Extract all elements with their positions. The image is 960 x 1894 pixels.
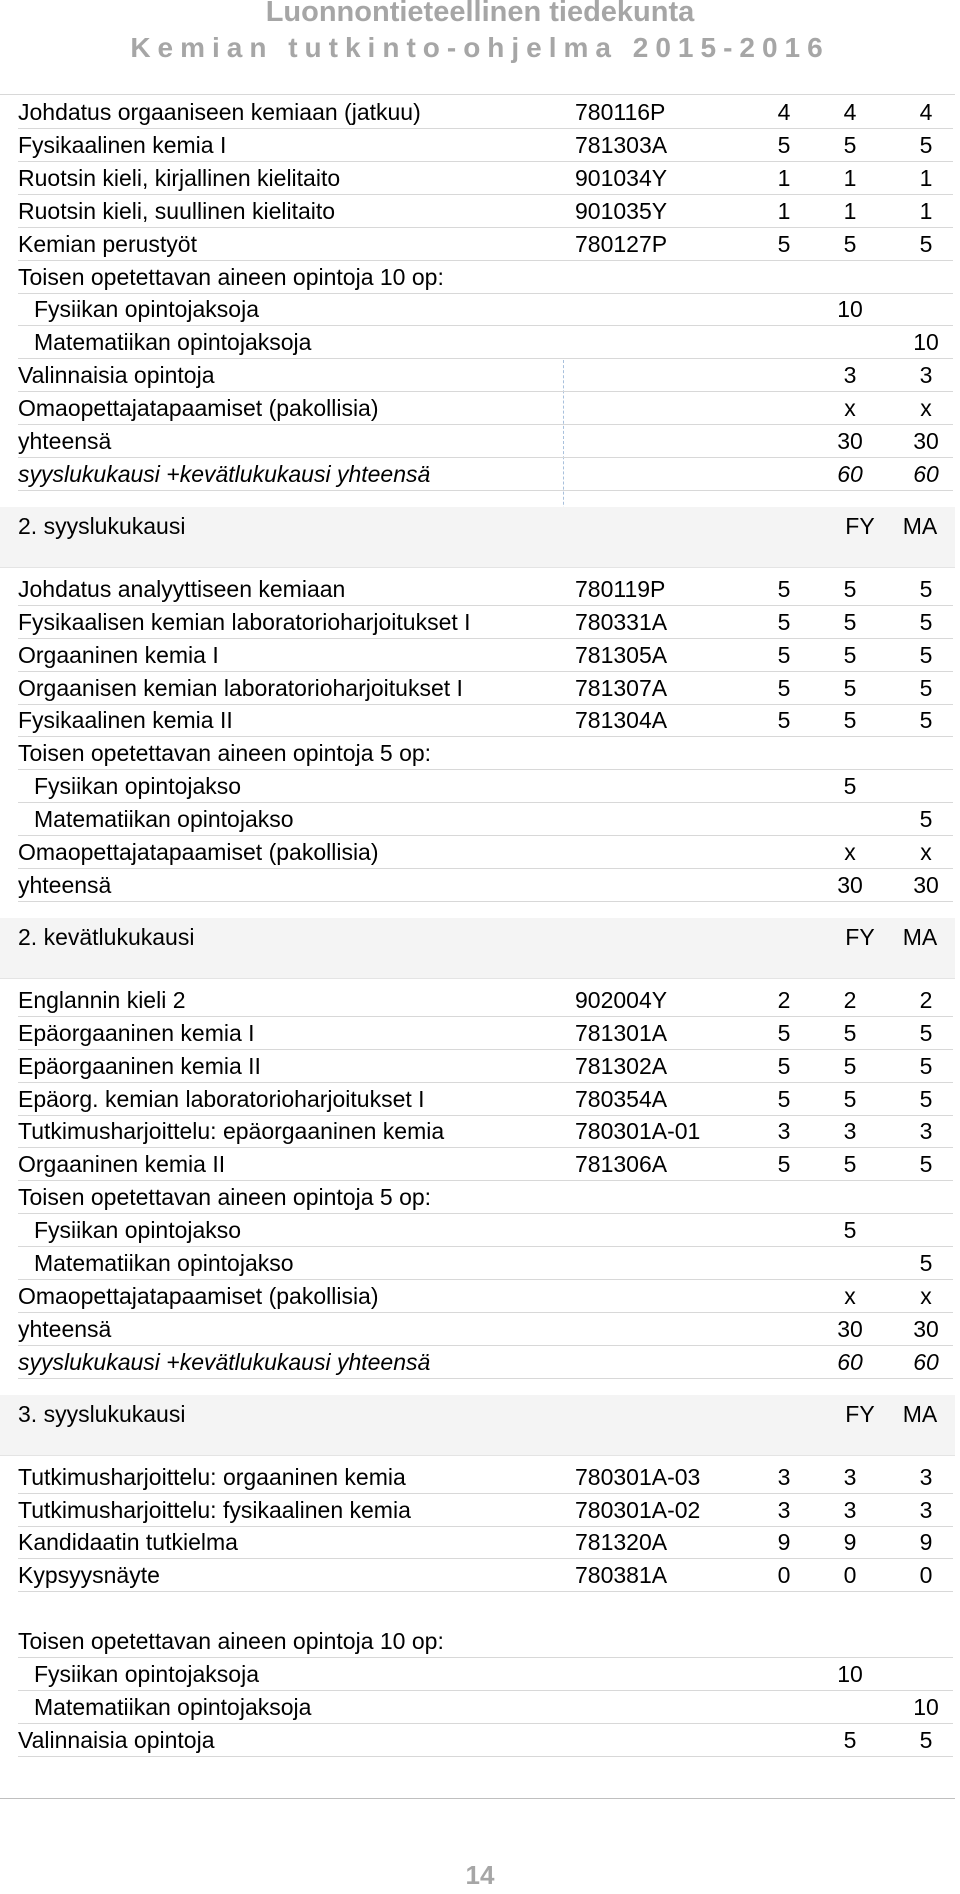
credits-ma-cell: 60 — [913, 1348, 939, 1375]
credits-cell: 3 — [777, 1496, 791, 1523]
course-name: Matematiikan opintojaksoja — [34, 1693, 312, 1720]
table-row — [18, 326, 953, 359]
course-name: Fysiikan opintojaksoja — [34, 1661, 260, 1687]
course-code: 781304A — [575, 707, 668, 734]
course-code: 901035Y — [575, 197, 668, 224]
course-name: Johdatus analyyttiseen kemiaan — [18, 575, 346, 602]
credits-ma-cell: 3 — [919, 1496, 933, 1523]
table-row — [18, 1724, 953, 1757]
table-row — [18, 162, 953, 195]
credits-fy-cell: 3 — [843, 1118, 857, 1145]
semester-header — [0, 918, 955, 979]
course-code: 780354A — [575, 1085, 668, 1112]
table-row — [18, 1083, 953, 1116]
credits-fy-cell: 60 — [837, 460, 863, 487]
credits-ma-cell: 30 — [913, 428, 939, 454]
credits-ma-cell: 5 — [919, 575, 933, 602]
credits-fy-cell: 5 — [843, 131, 857, 158]
credits-fy-cell: 1 — [843, 164, 857, 191]
table-row — [18, 458, 953, 491]
course-name: Fysikaalinen kemia I — [18, 131, 227, 158]
table-row — [18, 261, 953, 294]
credits-cell: 5 — [777, 131, 791, 158]
course-name: Tutkimusharjoittelu: fysikaalinen kemia — [18, 1496, 411, 1523]
credits-cell: 5 — [777, 674, 791, 701]
course-code: 901034Y — [575, 164, 668, 191]
course-name: Johdatus orgaaniseen kemiaan (jatkuu) — [18, 99, 421, 125]
table-row — [18, 1280, 953, 1313]
column-header-ma: MA — [902, 512, 938, 539]
course-name: Orgaanisen kemian laboratorioharjoitukset I — [18, 674, 463, 701]
column-header-fy: FY — [845, 512, 875, 539]
credits-ma-cell: 5 — [919, 641, 933, 668]
credits-fy-cell: 5 — [843, 1085, 857, 1112]
credits-fy-cell: 3 — [843, 362, 857, 389]
course-name: Ruotsin kieli, suullinen kielitaito — [18, 197, 336, 224]
credits-cell: 1 — [777, 164, 791, 191]
credits-cell: 3 — [777, 1118, 791, 1145]
semester-title: 2. kevätlukukausi — [18, 923, 195, 950]
course-name: syyslukukausi +kevätlukukausi yhteensä — [18, 460, 431, 487]
credits-ma-cell: 30 — [913, 1315, 939, 1342]
faculty-header: Luonnontieteellinen tiedekunta — [265, 0, 695, 28]
credits-ma-cell: 5 — [919, 1726, 933, 1753]
credits-fy-cell: 2 — [843, 986, 857, 1013]
course-code: 781306A — [575, 1151, 668, 1178]
course-name: Valinnaisia opintoja — [18, 1726, 215, 1753]
credits-fy-cell: 9 — [843, 1529, 857, 1556]
credits-cell: 1 — [777, 197, 791, 224]
credits-ma-cell: 1 — [919, 164, 933, 191]
credits-fy-cell: 5 — [843, 674, 857, 701]
table-bottom-divider — [0, 1798, 955, 1799]
credits-ma-cell: 60 — [913, 460, 939, 487]
course-name: Epäorgaaninen kemia I — [18, 1019, 255, 1046]
course-code: 780301A-01 — [575, 1118, 701, 1145]
course-code: 781303A — [575, 131, 668, 158]
credits-cell: 5 — [777, 1052, 791, 1079]
course-name: Fysiikan opintojaksoja — [34, 296, 260, 323]
credits-fy-cell: 1 — [843, 197, 857, 224]
credits-fy-cell: 4 — [843, 99, 857, 125]
course-name: Toisen opetettavan aineen opintoja 5 op: — [18, 740, 432, 767]
table-row — [18, 195, 953, 228]
table-row — [18, 1625, 953, 1658]
course-name: Matematiikan opintojakso — [34, 1250, 294, 1276]
table-row — [18, 129, 953, 162]
course-name: Fysiikan opintojakso — [34, 1217, 242, 1244]
course-name: Orgaaninen kemia II — [18, 1151, 226, 1178]
page-number: 14 — [465, 1860, 495, 1890]
course-name: Orgaaninen kemia I — [18, 641, 219, 668]
credits-ma-cell: 0 — [919, 1562, 933, 1589]
course-name: Fysiikan opintojakso — [34, 773, 242, 800]
credits-fy-cell: 5 — [843, 1052, 857, 1079]
semester-header — [0, 507, 955, 568]
credits-cell: 5 — [777, 575, 791, 602]
semester-title: 2. syyslukukausi — [18, 512, 186, 539]
credits-cell: 5 — [777, 1151, 791, 1178]
course-code: 781302A — [575, 1052, 668, 1079]
table-row — [18, 1346, 953, 1379]
column-header-fy: FY — [845, 923, 875, 950]
credits-ma-cell: 2 — [919, 986, 933, 1013]
table-row — [18, 1494, 953, 1527]
course-code: 781307A — [575, 674, 668, 701]
column-header-fy: FY — [845, 1400, 875, 1427]
credits-ma-cell: 5 — [919, 674, 933, 701]
credits-ma-cell: 4 — [919, 99, 933, 125]
course-code: 781305A — [575, 641, 668, 668]
table-row — [18, 803, 953, 836]
table-row — [18, 425, 953, 458]
credits-fy-cell: 10 — [837, 1661, 863, 1687]
credits-ma-cell: 5 — [919, 1085, 933, 1112]
credits-fy-cell: 30 — [837, 428, 863, 454]
credits-ma-cell: 30 — [913, 871, 939, 898]
course-code: 781301A — [575, 1019, 668, 1046]
table-row — [18, 836, 953, 869]
credits-ma-cell: 5 — [919, 608, 933, 635]
table-row — [18, 1559, 953, 1592]
table-row — [18, 573, 953, 606]
table-row — [18, 639, 953, 672]
course-name: Toisen opetettavan aineen opintoja 5 op: — [18, 1184, 432, 1211]
table-row — [18, 1050, 953, 1083]
credits-ma-cell: 5 — [919, 806, 933, 833]
course-name: yhteensä — [18, 1315, 112, 1342]
credits-cell: 9 — [777, 1529, 791, 1556]
credits-fy-cell: 3 — [843, 1463, 857, 1490]
credits-cell: 3 — [777, 1463, 791, 1490]
table-row — [18, 392, 953, 425]
table-row — [18, 672, 953, 705]
credits-fy-cell: 30 — [837, 871, 863, 898]
credits-fy-cell: 10 — [837, 296, 863, 323]
credits-cell: 5 — [777, 1019, 791, 1046]
semester-header — [0, 1395, 955, 1456]
credits-fy-cell: x — [844, 1282, 856, 1309]
credits-cell: 4 — [777, 99, 791, 125]
course-code: 780127P — [575, 230, 668, 257]
course-name: yhteensä — [18, 428, 112, 454]
credits-ma-cell: 1 — [919, 197, 933, 224]
table-row — [18, 1181, 953, 1214]
course-code: 780301A-02 — [575, 1496, 701, 1523]
table-row — [18, 984, 953, 1017]
table-row — [18, 704, 953, 737]
credits-fy-cell: 5 — [843, 707, 857, 734]
credits-fy-cell: 5 — [843, 575, 857, 602]
credits-cell: 0 — [777, 1562, 791, 1589]
course-name: Toisen opetettavan aineen opintoja 10 op: — [18, 1628, 444, 1655]
table-row — [18, 770, 953, 803]
course-code: 780119P — [575, 575, 666, 602]
table-row — [18, 1526, 953, 1559]
credits-ma-cell: 5 — [919, 131, 933, 158]
credits-ma-cell: 3 — [919, 362, 933, 389]
course-code: 781320A — [575, 1529, 668, 1556]
course-name: Omaopettajatapaamiset (pakollisia) — [18, 395, 379, 422]
credits-fy-cell: 5 — [843, 1217, 857, 1244]
programme-header: Kemian tutkinto-ohjelma 2015-2016 — [130, 32, 830, 63]
credits-fy-cell: 0 — [843, 1562, 857, 1589]
table-row — [18, 1461, 953, 1494]
course-name: Valinnaisia opintoja — [18, 362, 215, 389]
credits-ma-cell: 10 — [913, 1693, 939, 1720]
course-name: Fysikaalisen kemian laboratorioharjoitukset I — [18, 608, 471, 635]
course-name: Tutkimusharjoittelu: epäorgaaninen kemia — [18, 1118, 445, 1145]
course-name: syyslukukausi +kevätlukukausi yhteensä — [18, 1348, 431, 1375]
table-row — [18, 1214, 953, 1247]
table-row — [18, 96, 953, 129]
course-name: yhteensä — [18, 871, 112, 898]
credits-ma-cell: 5 — [919, 1151, 933, 1178]
course-name: Matematiikan opintojakso — [34, 806, 294, 833]
credits-cell: 5 — [777, 641, 791, 668]
credits-fy-cell: 60 — [837, 1348, 863, 1375]
course-name: Epäorgaaninen kemia II — [18, 1052, 261, 1079]
course-code: 780381A — [575, 1562, 668, 1589]
credits-ma-cell: 5 — [919, 1019, 933, 1046]
table-row — [18, 1313, 953, 1346]
course-name: Omaopettajatapaamiset (pakollisia) — [18, 839, 379, 865]
credits-fy-cell: 5 — [843, 641, 857, 668]
credits-fy-cell: 5 — [843, 230, 857, 257]
column-header-ma: MA — [902, 1400, 938, 1427]
course-code: 780331A — [575, 608, 668, 635]
table-row — [18, 1148, 953, 1181]
semester-title: 3. syyslukukausi — [18, 1400, 186, 1427]
credits-cell: 5 — [777, 608, 791, 635]
table-row — [18, 293, 953, 326]
credits-fy-cell: x — [844, 839, 856, 865]
credits-ma-cell: x — [920, 839, 932, 865]
course-name: Tutkimusharjoittelu: orgaaninen kemia — [18, 1463, 406, 1490]
credits-ma-cell: x — [920, 395, 932, 422]
credits-ma-cell: 3 — [919, 1463, 933, 1490]
table-row — [18, 359, 953, 392]
credits-fy-cell: 3 — [843, 1496, 857, 1523]
credits-cell: 5 — [777, 1085, 791, 1112]
course-name: Kandidaatin tutkielma — [18, 1529, 238, 1556]
column-header-ma: MA — [902, 923, 938, 950]
credits-fy-cell: x — [844, 395, 856, 422]
table-row — [18, 228, 953, 261]
course-name: Toisen opetettavan aineen opintoja 10 op: — [18, 263, 444, 290]
course-name: Kypsyysnäyte — [18, 1562, 160, 1589]
credits-ma-cell: 5 — [919, 1052, 933, 1079]
table-row — [18, 606, 953, 639]
credits-ma-cell: 5 — [919, 1250, 933, 1276]
credits-fy-cell: 5 — [843, 1151, 857, 1178]
credits-cell: 5 — [777, 230, 791, 257]
credits-cell: 2 — [777, 986, 791, 1013]
credits-ma-cell: 10 — [913, 329, 939, 356]
credits-ma-cell: x — [920, 1282, 932, 1309]
credits-fy-cell: 5 — [843, 1019, 857, 1046]
course-name: Epäorg. kemian laboratorioharjoitukset I — [18, 1085, 425, 1112]
credits-fy-cell: 5 — [843, 1726, 857, 1753]
table-row — [18, 1658, 953, 1691]
course-code: 780301A-03 — [575, 1463, 701, 1490]
credits-ma-cell: 5 — [919, 707, 933, 734]
table-row — [18, 869, 953, 902]
course-code: 780116P — [575, 99, 666, 125]
table-row — [18, 1691, 953, 1724]
table-row — [18, 1115, 953, 1148]
course-name: Omaopettajatapaamiset (pakollisia) — [18, 1282, 379, 1309]
credits-ma-cell: 5 — [919, 230, 933, 257]
course-code: 902004Y — [575, 986, 668, 1013]
course-name: Matematiikan opintojaksoja — [34, 329, 312, 356]
credits-ma-cell: 9 — [919, 1529, 933, 1556]
course-name: Englannin kieli 2 — [18, 986, 186, 1013]
course-name: Ruotsin kieli, kirjallinen kielitaito — [18, 164, 341, 191]
credits-cell: 5 — [777, 707, 791, 734]
table-row — [18, 737, 953, 770]
credits-fy-cell: 5 — [843, 608, 857, 635]
credits-fy-cell: 5 — [843, 773, 857, 800]
credits-fy-cell: 30 — [837, 1315, 863, 1342]
credits-ma-cell: 3 — [919, 1118, 933, 1145]
course-name: Fysikaalinen kemia II — [18, 707, 233, 734]
course-name: Kemian perustyöt — [18, 230, 197, 257]
table-row — [18, 1247, 953, 1280]
table-row — [18, 1017, 953, 1050]
